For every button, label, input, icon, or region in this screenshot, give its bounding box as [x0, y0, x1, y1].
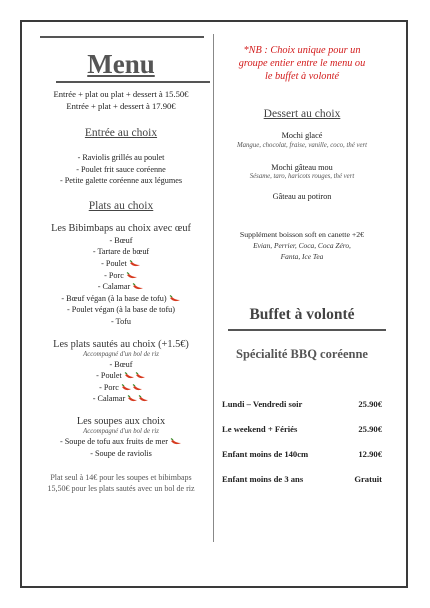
- bbq-subtitle: Spécialité BBQ coréenne: [236, 347, 368, 362]
- list-item: - Poulet: [30, 370, 212, 382]
- chili-pepper-icon: [170, 438, 182, 446]
- list-item: - Porc: [30, 270, 212, 282]
- left-column: [30, 36, 212, 494]
- bibimbap-list: [30, 235, 212, 328]
- buffet-title: Buffet à volonté: [249, 306, 355, 324]
- boisson-line-2: Evian, Perrier, Coca, Coca Zéro,: [253, 241, 351, 251]
- entree-list: [30, 152, 212, 187]
- list-item: - Bœuf: [109, 235, 133, 245]
- plats-heading: Plats au choix: [88, 199, 154, 212]
- nb-line-3: le buffet à volonté: [264, 71, 340, 82]
- footer-line-1: Plat seul à 14€ pour les soupes et bibimbaps: [50, 473, 192, 483]
- nb-line-1: *NB : Choix unique pour un: [243, 45, 361, 56]
- column-divider: [213, 34, 214, 542]
- list-item: - Bœuf végan (à la base de tofu): [30, 293, 212, 305]
- mochi-gateau-flavors: Sésame, taro, haricots rouges, thé vert: [249, 173, 355, 181]
- mochi-glace-flavors: Mangue, chocolat, fraise, vanille, coco, thé vert: [236, 141, 368, 149]
- nb-line-2: groupe entier entre le menu ou: [238, 58, 366, 69]
- list-item: - Petite galette coréenne aux légumes: [59, 176, 183, 186]
- buffet-row-child-140: Enfant moins de 140cm 12.90€: [222, 449, 382, 459]
- soupes-list: [30, 436, 212, 459]
- menu-title: Menu: [87, 49, 155, 79]
- chili-pepper-icon: [132, 283, 144, 291]
- boisson-line-1: Supplément boisson soft en canette +2€: [239, 229, 365, 239]
- list-item: - Soupe de raviolis: [90, 448, 152, 458]
- nb-notice: [216, 44, 388, 83]
- list-item: - Poulet frit sauce coréenne: [76, 164, 166, 174]
- buffet-row-weekday: Lundi – Vendredi soir 25.90€: [222, 399, 382, 409]
- list-item: - Bœuf: [109, 359, 133, 369]
- boisson-section: [216, 229, 388, 263]
- sautes-list: [30, 359, 212, 405]
- list-item: - Poulet: [30, 258, 212, 270]
- gateau-potiron: Gâteau au potiron: [272, 192, 332, 202]
- sautes-heading: Les plats sautés au choix (+1.5€): [53, 338, 189, 350]
- top-rule: [40, 36, 204, 38]
- list-item: - Calamar: [30, 281, 212, 293]
- buffet-row-child-3: Enfant moins de 3 ans Gratuit: [222, 474, 382, 484]
- dessert-heading: Dessert au choix: [263, 108, 341, 120]
- soupes-note: Accompagné d'un bol de riz: [83, 427, 159, 435]
- chili-pepper-icon: [126, 272, 138, 280]
- list-item: - Porc: [30, 382, 212, 394]
- list-item: - Soupe de tofu aux fruits de mer: [30, 436, 212, 448]
- bibimbap-heading: Les Bibimbaps au choix avec œuf: [51, 222, 191, 234]
- mochi-glace: Mochi glacé: [281, 131, 323, 140]
- buffet-rule: [228, 329, 386, 331]
- chili-pepper-icon: [124, 372, 146, 380]
- chili-pepper-icon: [121, 384, 143, 392]
- entree-heading: Entrée au choix: [84, 127, 158, 139]
- list-item: - Tartare de bœuf: [92, 247, 150, 257]
- chili-pepper-icon: [129, 260, 141, 268]
- chili-pepper-icon: [169, 295, 181, 303]
- list-item: - Raviolis grillés au poulet: [77, 153, 165, 162]
- footer-note: [30, 473, 212, 494]
- sautes-note: Accompagné d'un bol de riz: [83, 350, 159, 358]
- mochi-gateau: Mochi gâteau mou: [271, 162, 333, 172]
- price-line-2: Entrée + plat + dessert à 17.90€: [66, 100, 176, 111]
- price-line-1: Entrée + plat ou plat + dessert à 15.50€: [53, 89, 189, 99]
- menu-prices: [30, 89, 212, 112]
- list-item: - Tofu: [111, 316, 131, 326]
- title-rule: [56, 81, 210, 83]
- chili-pepper-icon: [127, 395, 149, 403]
- right-column: [216, 36, 388, 362]
- list-item: - Poulet végan (à la base de tofu): [67, 305, 175, 315]
- list-item: - Calamar: [30, 393, 212, 405]
- soupes-heading: Les soupes aux choix: [76, 415, 166, 427]
- buffet-row-weekend: Le weekend + Fériés 25.90€: [222, 424, 382, 434]
- boisson-line-3: Fanta, Ice Tea: [280, 252, 324, 262]
- footer-line-2: 15,50€ pour les plats sautés avec un bol de riz: [47, 483, 195, 493]
